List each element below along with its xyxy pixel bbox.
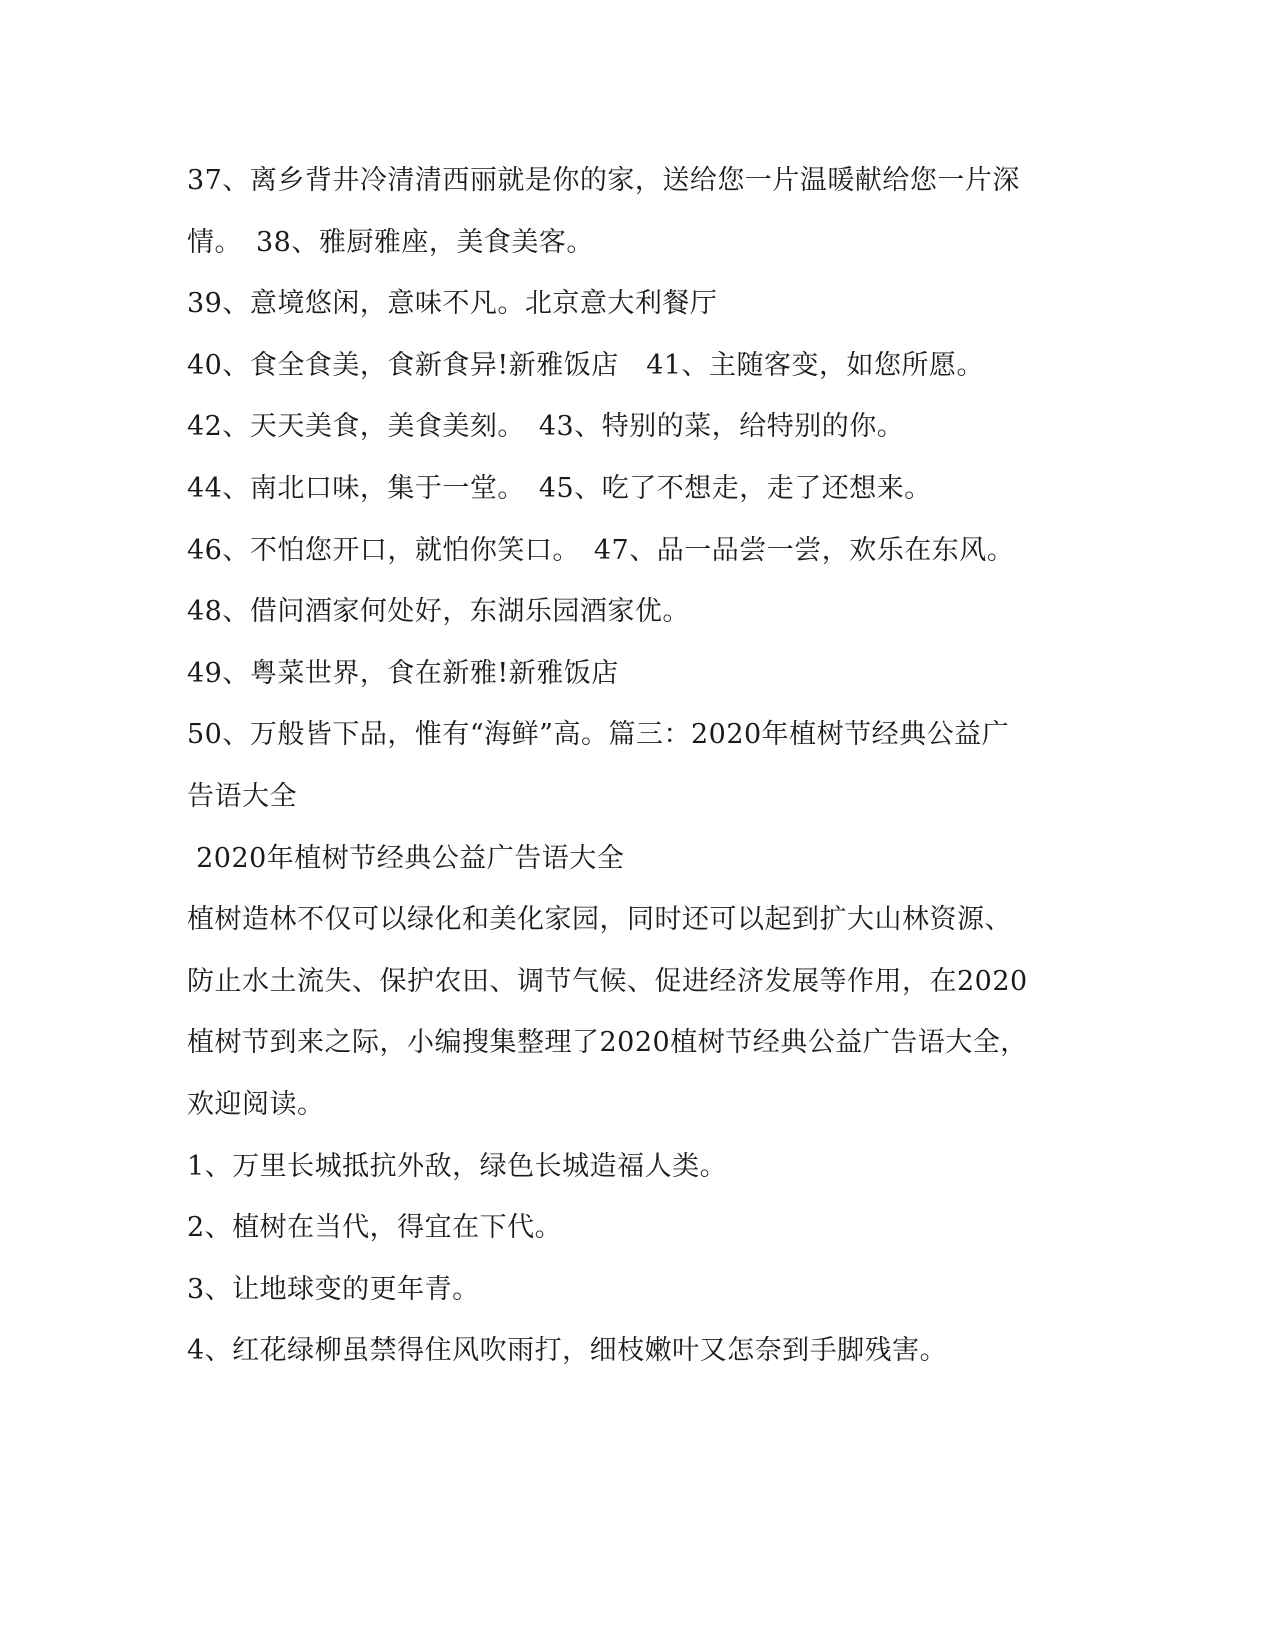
text-line: 37、离乡背井冷清清西丽就是你的家，送给您一片温暖献给您一片深	[187, 165, 1020, 196]
section-heading: 2020年植树节经典公益广告语大全	[187, 843, 625, 874]
text-line: 植树造林不仅可以绿化和美化家园，同时还可以起到扩大山林资源、	[187, 904, 1012, 935]
text-line: 42、天天美食，美食美刻。 43、特别的菜，给特别的你。	[187, 411, 905, 442]
text-line: 防止水土流失、保护农田、调节气候、促进经济发展等作用，在2020	[187, 966, 1028, 997]
text-line: 48、借问酒家何处好，东湖乐园酒家优。	[187, 596, 690, 627]
text-line: 情。 38、雅厨雅座，美食美客。	[187, 227, 594, 258]
text-line: 46、不怕您开口，就怕你笑口。 47、品一品尝一尝，欢乐在东风。	[187, 535, 1015, 566]
list-item: 3、让地球变的更年青。	[187, 1274, 480, 1305]
text-line: 告语大全	[187, 781, 297, 812]
text-line: 39、意境悠闲，意味不凡。北京意大利餐厅	[187, 288, 718, 319]
text-line: 50、万般皆下品，惟有“海鲜”高。篇三：2020年植树节经典公益广	[187, 719, 1010, 750]
text-line: 欢迎阅读。	[187, 1089, 325, 1120]
list-item: 2、植树在当代，得宜在下代。	[187, 1212, 563, 1243]
text-line: 植树节到来之际，小编搜集整理了2020植树节经典公益广告语大全，	[187, 1027, 1028, 1058]
text-line: 44、南北口味，集于一堂。 45、吃了不想走，走了还想来。	[187, 473, 932, 504]
text-line: 40、食全食美，食新食异!新雅饭店 41、主随客变，如您所愿。	[187, 350, 985, 381]
text-line: 49、粤菜世界，食在新雅!新雅饭店	[187, 658, 619, 689]
list-item: 1、万里长城抵抗外敌，绿色长城造福人类。	[187, 1151, 728, 1182]
list-item: 4、红花绿柳虽禁得住风吹雨打，细枝嫩叶又怎奈到手脚残害。	[187, 1335, 948, 1366]
